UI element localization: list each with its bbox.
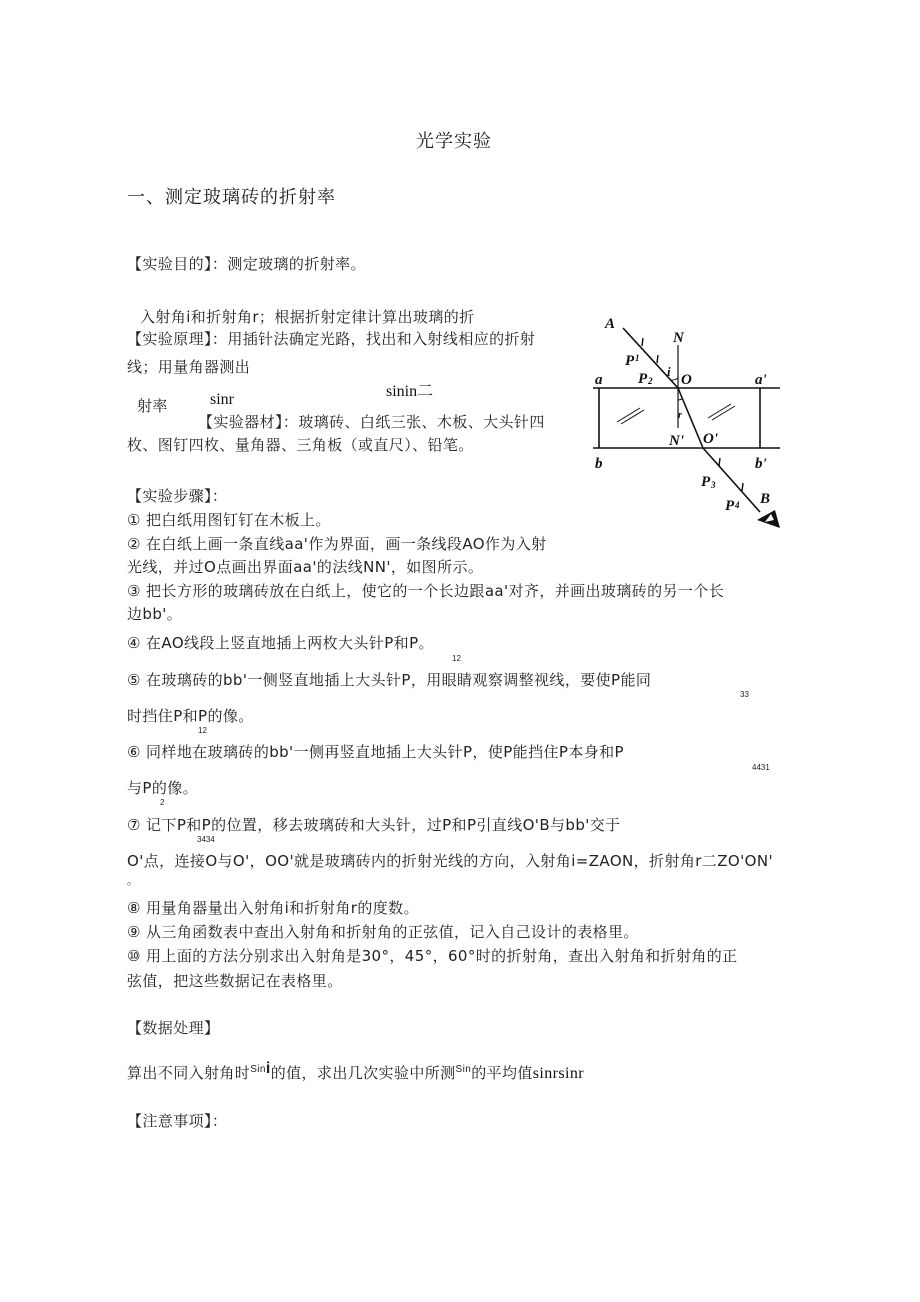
svg-text:P: P bbox=[638, 371, 648, 387]
section-heading: 一、测定玻璃砖的折射率 bbox=[127, 187, 336, 208]
purpose-paragraph bbox=[127, 253, 366, 274]
document-title: 光学实验 bbox=[416, 131, 492, 152]
svg-text:i: i bbox=[667, 364, 671, 379]
step-9: ⑨ 从三角函数表中查出入射角和折射角的正弦值，记入自己设计的表格里。 bbox=[127, 923, 639, 941]
sin-r-label: Sin bbox=[455, 1064, 472, 1075]
step-6-line-2-subscripts: 2 bbox=[160, 798, 165, 807]
svg-text:1: 1 bbox=[635, 353, 640, 363]
step-7-line-1: ⑦ 记下P和P的位置，移去玻璃砖和大头针，过P和P引直线O'B与bb'交于 bbox=[127, 816, 621, 834]
svg-text:O': O' bbox=[703, 431, 718, 447]
step-5-line-2: 时挡住P和P的像。 bbox=[127, 707, 254, 725]
data-processing-label: 【数据处理】 bbox=[127, 1019, 220, 1037]
step-7-line-2: O'点，连接O与O'，OO'就是玻璃砖内的折射光线的方向，入射角i=ZAON，折射角r二ZO'ON' bbox=[127, 852, 773, 870]
step-5-subscripts: 33 bbox=[740, 690, 749, 699]
step-6-line-1: ⑥ 同样地在玻璃砖的bb'一侧再竖直地插上大头针P，使P能挡住P本身和P bbox=[127, 743, 624, 761]
step-4-subscripts: 12 bbox=[452, 654, 461, 663]
step-7-subscripts: 3434 bbox=[197, 835, 215, 844]
svg-text:P: P bbox=[625, 353, 635, 369]
svg-text:B: B bbox=[760, 491, 771, 507]
principle-line-1: 【实验原理】：用插针法确定光路，找出和入射线相应的折射 bbox=[127, 330, 536, 348]
svg-text:r: r bbox=[678, 410, 682, 421]
step-2-line-1: ② 在白纸上画一条直线aa'作为界面，画一条线段AO作为入射 bbox=[127, 535, 547, 553]
step-6-line-2: 与P的像。 bbox=[127, 779, 199, 797]
materials-line-2: 枚、图钉四枚、量角器、三角板（或直尺）、铅笔。 bbox=[127, 436, 474, 454]
refraction-diagram bbox=[585, 300, 795, 540]
step-7-line-3: 。 bbox=[127, 874, 139, 887]
formula-tail: sinrsinr bbox=[532, 1065, 584, 1082]
principle-label: 【实验原理】： bbox=[127, 330, 228, 348]
step-5-line-1: ⑤ 在玻璃砖的bb'一侧竖直地插上大头针P，用眼睛观察调整视线，要使P能同 bbox=[127, 671, 652, 689]
formula-top: sinin二 bbox=[386, 383, 434, 400]
steps-label: 【实验步骤】： bbox=[127, 487, 228, 505]
svg-text:b': b' bbox=[755, 456, 767, 472]
step-2-line-2: 光线，并过O点画出界面aa'的法线NN'，如图所示。 bbox=[127, 558, 484, 576]
svg-text:P: P bbox=[725, 498, 735, 514]
principle-line-2: 线；用量角器测出 bbox=[127, 358, 251, 376]
purpose-text: 测定玻璃的折射率。 bbox=[227, 255, 366, 273]
svg-text:a: a bbox=[595, 372, 603, 388]
sin-i-label: Sin bbox=[250, 1064, 266, 1075]
svg-text:a': a' bbox=[755, 372, 767, 388]
svg-text:N': N' bbox=[669, 433, 684, 449]
svg-text:2: 2 bbox=[648, 376, 653, 386]
sin-i-symbol: i bbox=[265, 1060, 271, 1077]
step-8: ⑧ 用量角器量出入射角i和折射角r的度数。 bbox=[127, 899, 419, 917]
step-5-line-2-subscripts: 12 bbox=[198, 726, 207, 735]
materials-label: 【实验器材】： bbox=[198, 413, 299, 431]
principle-line-3: 射率 bbox=[137, 397, 168, 415]
materials-line-1: 【实验器材】：玻璃砖、白纸三张、木板、大头针四 bbox=[198, 413, 545, 431]
svg-text:N: N bbox=[673, 330, 684, 346]
step-10-line-1: ⑩ 用上面的方法分别求出入射角是30°，45°，60°时的折射角，查出入射角和折射角的正 bbox=[127, 947, 738, 965]
svg-text:A: A bbox=[605, 316, 616, 332]
svg-text:4: 4 bbox=[735, 500, 740, 510]
svg-text:3: 3 bbox=[711, 480, 716, 490]
purpose-label: 【实验目的】： bbox=[127, 255, 228, 273]
step-6-subscripts: 4431 bbox=[752, 763, 770, 772]
notes-label: 【注意事项】： bbox=[127, 1112, 228, 1130]
step-3-line-2: 边bb'。 bbox=[127, 605, 183, 623]
formula-bottom: sinr bbox=[210, 391, 234, 408]
step-1: ① 把白纸用图钉钉在木板上。 bbox=[127, 511, 331, 529]
step-4: ④ 在AO线段上竖直地插上两枚大头针P和P。 bbox=[127, 634, 434, 652]
step-10-line-2: 弦值，把这些数据记在表格里。 bbox=[127, 972, 343, 990]
data-processing-text: 算出不同入射角时$^{Sin}$i的值，求出几次实验中所测$^{Sin}$的平均值sinrsinr bbox=[127, 1060, 584, 1082]
svg-text:b: b bbox=[595, 456, 603, 472]
svg-text:P: P bbox=[701, 474, 711, 490]
eye-icon bbox=[757, 510, 780, 528]
svg-text:O: O bbox=[681, 372, 692, 388]
step-3-line-1: ③ 把长方形的玻璃砖放在白纸上，使它的一个长边跟aa'对齐，并画出玻璃砖的另一个长 bbox=[127, 582, 725, 600]
principle-line-top: 入射角i和折射角r；根据折射定律计算出玻璃的折 bbox=[140, 308, 475, 326]
